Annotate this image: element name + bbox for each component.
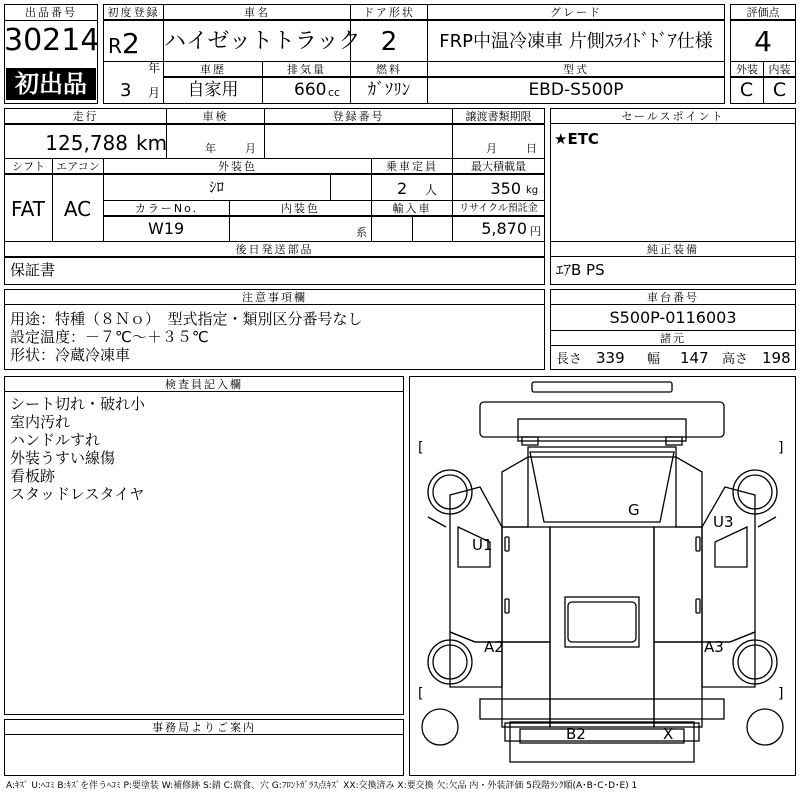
inspector-line: 室内汚れ — [10, 413, 71, 431]
specs-label: 諸元 — [551, 331, 795, 346]
inspector-line: スタッドレスタイヤ — [10, 485, 145, 503]
color-label: 外装色 — [104, 159, 371, 174]
color-no-label: カラーNo. — [104, 201, 229, 216]
capacity-label: 乗車定員 — [372, 159, 452, 174]
legend: A:ｷｽﾞ U:ﾍｺﾐ B:ｷｽﾞを伴うﾍｺﾐ P:要塗装 W:補修跡 S:錆 C:腐食、穴 G:ﾌﾛﾝﾄｶﾞﾗｽ点ｷｽﾞ XX:交換済み X:要交換 欠:欠品 内・外装評価 5段階ﾗﾝｸ順(A･B･C･D･E) 1 — [6, 781, 638, 791]
aircon-label: エアコン — [53, 159, 103, 174]
mileage-label: 走行 — [5, 109, 166, 124]
fuel-label: 燃料 — [351, 62, 427, 77]
chassis-label: 車台番号 — [551, 290, 795, 305]
transfer-day-unit: 日 — [526, 142, 537, 155]
year-unit: 年 — [148, 61, 161, 75]
reg-year: 2 — [122, 27, 140, 60]
inspector-label: 検査員記入欄 — [5, 377, 403, 392]
mileage-unit: km — [136, 131, 168, 155]
import-label: 輸入車 — [372, 201, 452, 216]
mark-x: X — [663, 725, 674, 743]
reg-no-label: 登録番号 — [265, 109, 452, 124]
length-label: 長さ — [556, 352, 583, 367]
mark-u3: U3 — [713, 513, 734, 531]
interior-grade: C — [772, 79, 787, 101]
mark-g: G — [628, 501, 640, 519]
later-parts: 保証書 — [10, 261, 56, 279]
inspector-line: ハンドルすれ — [10, 431, 101, 449]
inspector-line: 外装うすい線傷 — [10, 449, 116, 467]
inspector-line: 看板跡 — [10, 467, 56, 485]
notes-label: 注意事項欄 — [5, 290, 544, 305]
later-parts-label: 後日発送部品 — [5, 242, 544, 257]
color-no: W19 — [148, 219, 185, 238]
mark-a2: A2 — [484, 638, 504, 656]
notes-line: 設定温度：－７℃～＋３５℃ — [10, 328, 209, 346]
door-label: ドア形状 — [351, 5, 427, 20]
reg-label: 初度登録 — [104, 5, 163, 20]
car-name: ハイゼットトラック — [164, 29, 361, 54]
first-listing-badge: 初出品 — [6, 68, 96, 100]
shift: FAT — [10, 197, 45, 221]
aircon: AC — [63, 197, 92, 221]
grade: FRP中温冷凍車 片側ｽﾗｲﾄﾞﾄﾞｱ仕様 — [439, 31, 713, 52]
color: ｼﾛ — [208, 178, 224, 196]
interior-color-label: 内装色 — [230, 201, 371, 216]
lot-number-label: 出品番号 — [5, 5, 97, 21]
mark-b2: B2 — [566, 725, 586, 743]
lot-number: 30214 — [4, 23, 100, 58]
bracket-right-top: ] — [778, 440, 784, 456]
recycle-unit: 円 — [530, 225, 541, 238]
month-unit: 月 — [148, 86, 161, 100]
recycle-label: リサイクル預託金 — [453, 201, 544, 216]
max-load: 350 — [490, 179, 521, 198]
door-count: 2 — [380, 27, 398, 57]
height-label: 高さ — [722, 352, 749, 367]
inspection-label: 車検 — [167, 109, 264, 124]
genuine: ｴｱB PS — [556, 261, 605, 279]
bracket-left-top: [ — [418, 440, 424, 456]
notes-line: 形状：冷蔵冷凍車 — [10, 346, 131, 364]
name-label: 車名 — [164, 5, 350, 20]
inspector-lines — [10, 395, 145, 503]
selling-points-label: セールスポイント — [551, 109, 795, 124]
displacement-unit: cc — [328, 86, 341, 99]
capacity: 2 — [397, 179, 408, 198]
length: 339 — [596, 349, 625, 367]
damage-diagram — [409, 376, 796, 776]
capacity-unit: 人 — [425, 183, 438, 197]
inspector-line: シート切れ・破れ小 — [10, 395, 146, 413]
model: EBD-S500P — [528, 80, 624, 100]
transfer-month-unit: 月 — [486, 142, 497, 155]
transfer-label: 譲渡書類期限 — [453, 109, 544, 124]
notes-lines — [10, 310, 363, 364]
mark-a3: A3 — [704, 638, 724, 656]
displacement: 660 — [294, 80, 327, 100]
grade-label: グレード — [428, 5, 724, 20]
notes-line: 用途：特種（８Ｎｏ） 型式指定・類別区分番号なし — [10, 310, 363, 328]
bracket-left-bottom: [ — [418, 686, 424, 702]
chassis-number: S500P-0116003 — [609, 308, 737, 327]
mark-u1: U1 — [472, 536, 493, 554]
displacement-label: 排気量 — [263, 62, 350, 77]
height: 198 — [762, 349, 791, 367]
fuel: ｶﾞｿﾘﾝ — [367, 80, 411, 100]
exterior-grade: C — [739, 79, 754, 101]
width: 147 — [680, 349, 709, 367]
exterior-label: 外装 — [731, 62, 763, 77]
recycle: 5,870 — [481, 219, 527, 238]
history-label: 車歴 — [164, 62, 262, 77]
mileage: 125,788 — [45, 131, 128, 155]
selling-points: ★ETC — [554, 130, 599, 148]
inspection-month-unit: 月 — [245, 142, 256, 155]
reg-month: 3 — [120, 80, 132, 101]
inspection-year-unit: 年 — [205, 142, 216, 155]
model-label: 型式 — [428, 62, 724, 77]
max-load-label: 最大積載量 — [453, 159, 544, 174]
width-label: 幅 — [647, 352, 661, 367]
genuine-label: 純正装備 — [551, 242, 795, 257]
score: 4 — [754, 25, 772, 58]
bracket-right-bottom: ] — [778, 686, 784, 702]
office-label: 事務局よりご案内 — [5, 720, 403, 735]
interior-color-unit: 系 — [356, 226, 367, 239]
score-label: 評価点 — [731, 5, 795, 20]
interior-label: 内装 — [764, 62, 795, 77]
reg-era: R — [108, 34, 122, 58]
history: 自家用 — [187, 80, 239, 100]
vehicle-outline — [410, 377, 795, 775]
shift-label: シフト — [5, 159, 52, 174]
max-load-unit: kg — [526, 185, 539, 196]
